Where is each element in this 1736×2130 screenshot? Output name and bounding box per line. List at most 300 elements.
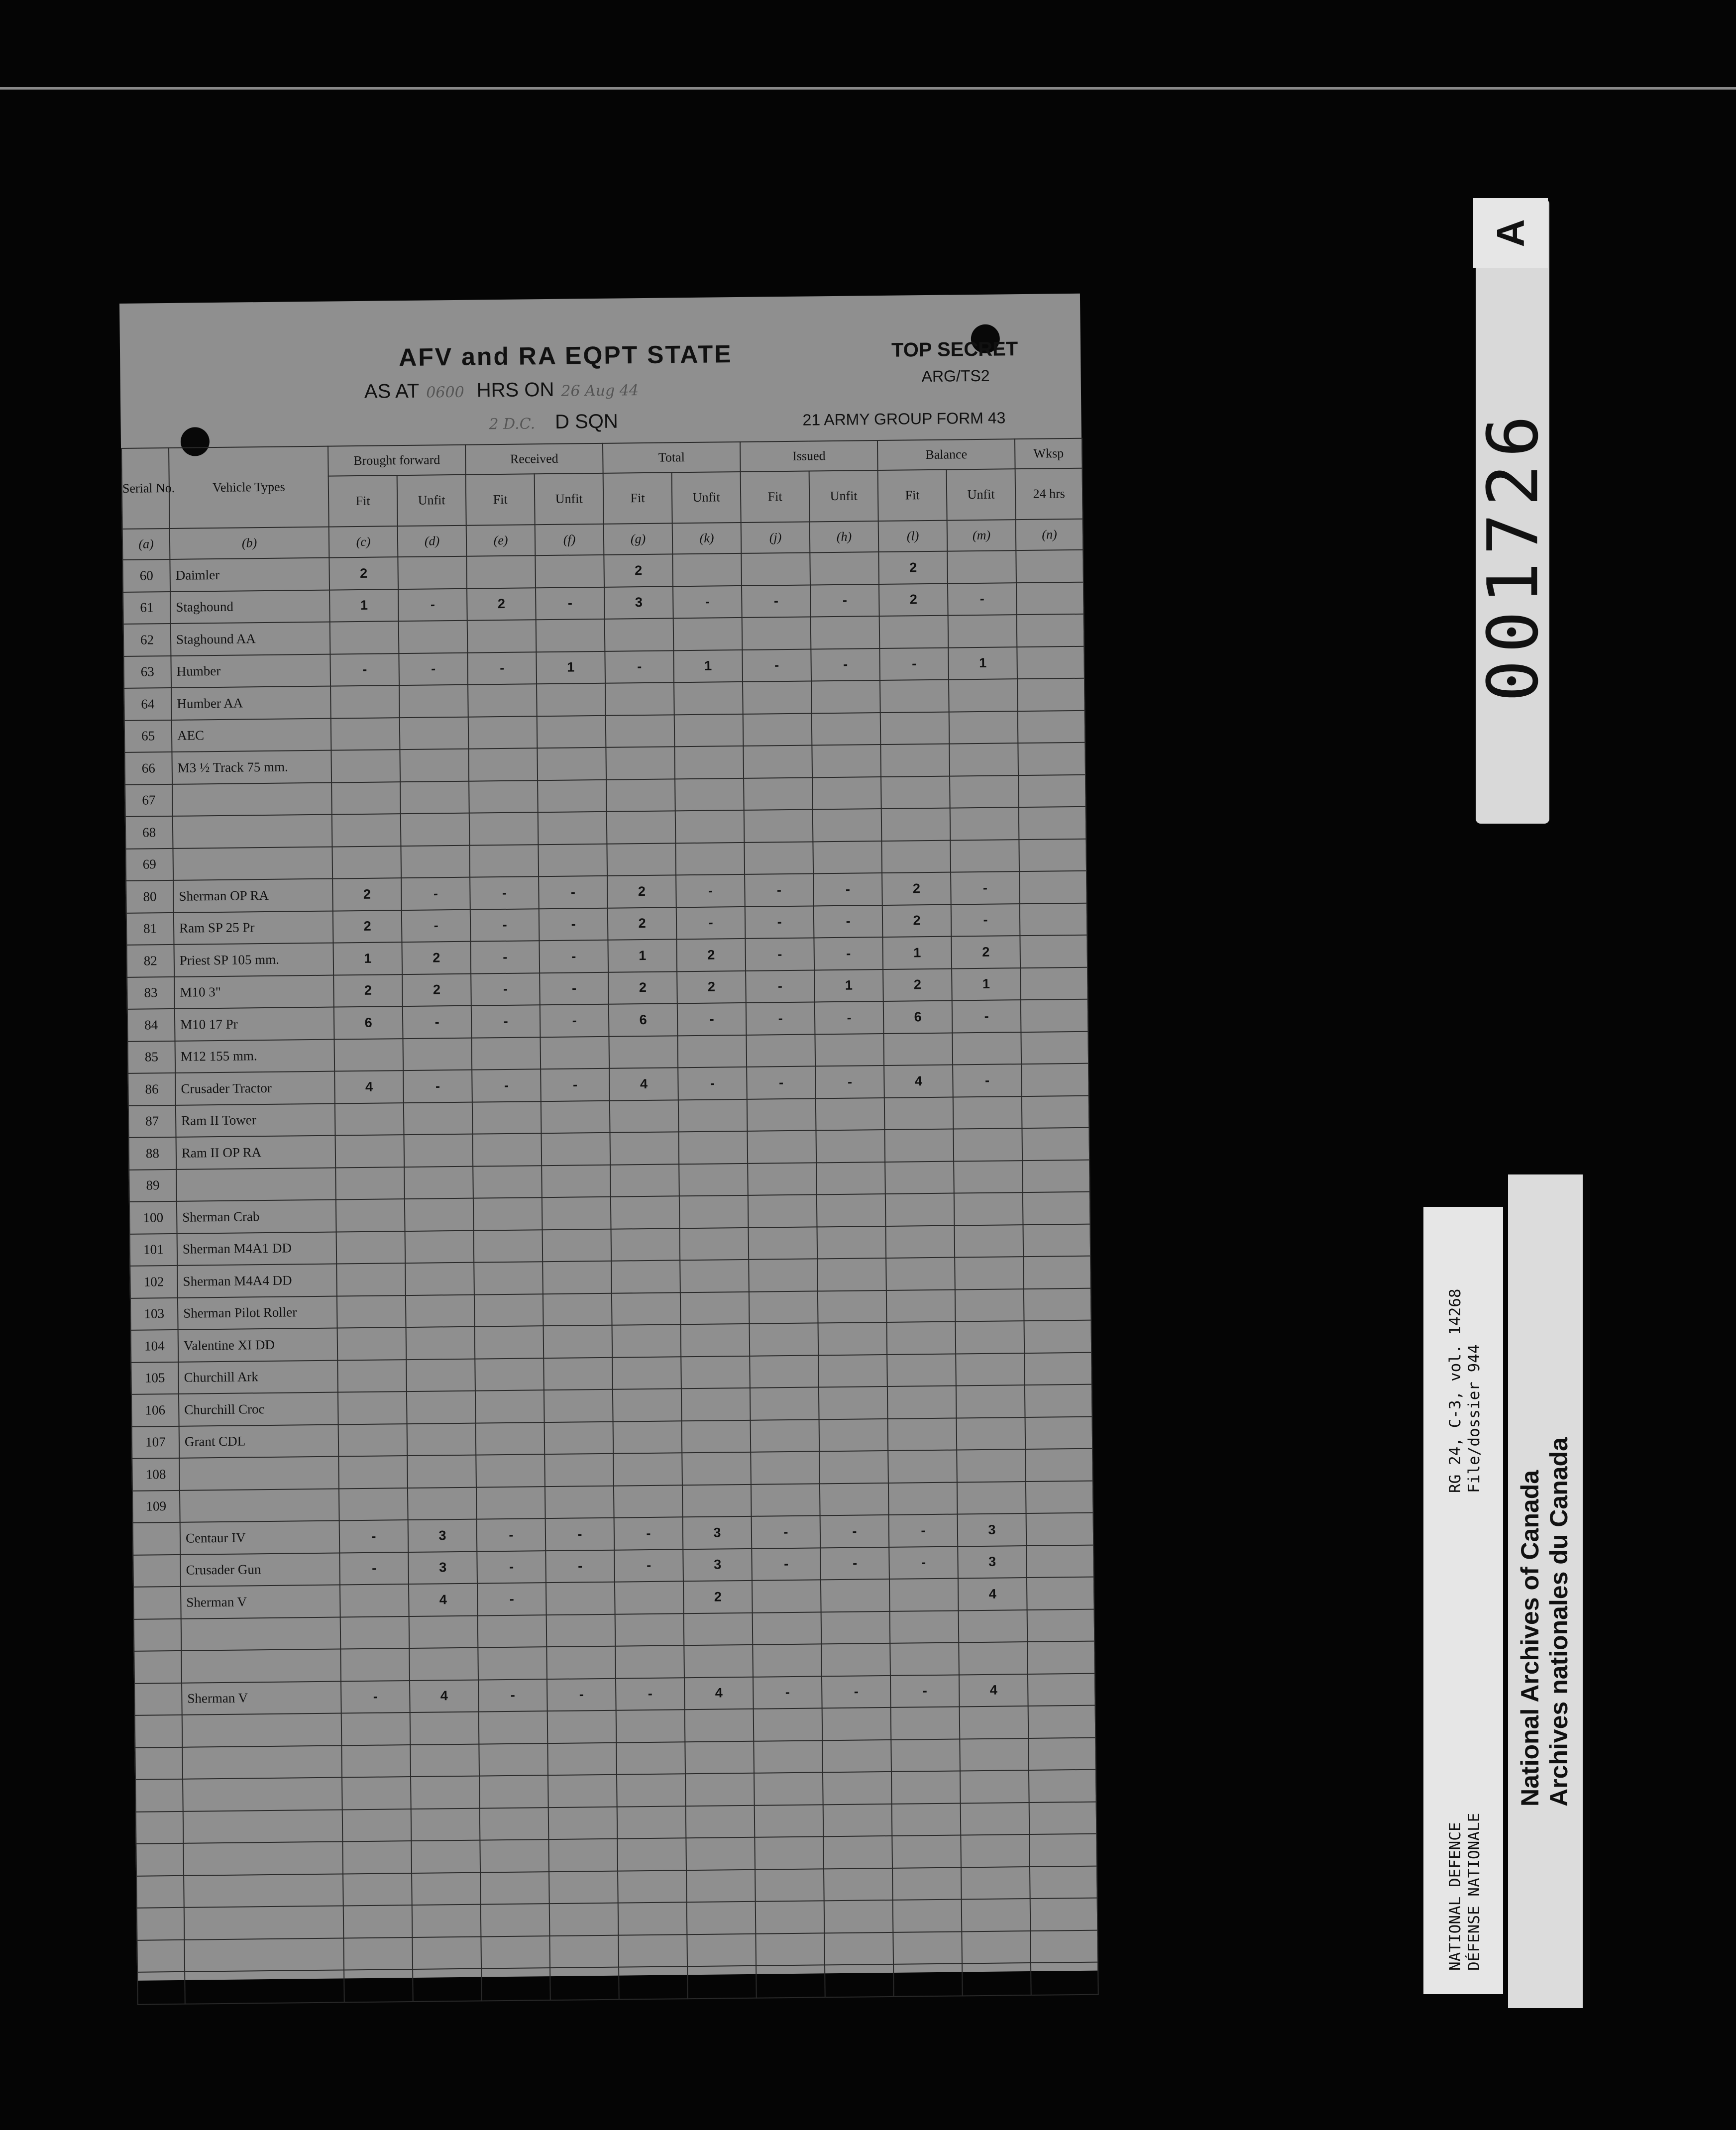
- value-cell: [331, 782, 401, 815]
- value-cell: -: [402, 909, 471, 942]
- value-cell: -: [953, 1064, 1022, 1097]
- value-cell: [615, 1613, 684, 1646]
- serial-cell: 109: [132, 1490, 180, 1522]
- value-cell: -: [889, 1546, 958, 1579]
- value-cell: [607, 811, 676, 844]
- value-cell: [893, 1963, 963, 1996]
- value-cell: [613, 1388, 682, 1421]
- value-cell: [1022, 1095, 1089, 1128]
- serial-cell: [134, 1618, 182, 1651]
- value-cell: [411, 1776, 480, 1809]
- vehicle-cell: Sherman V: [182, 1681, 341, 1715]
- value-cell: [613, 1453, 682, 1486]
- value-cell: [337, 1327, 407, 1360]
- value-cell: [342, 1841, 412, 1874]
- value-cell: [343, 1873, 412, 1906]
- value-cell: [538, 844, 607, 876]
- value-cell: [1023, 1224, 1091, 1257]
- value-cell: [607, 843, 676, 876]
- value-cell: [410, 1744, 479, 1777]
- value-cell: [686, 1837, 755, 1870]
- value-cell: [544, 1421, 614, 1454]
- vehicle-cell: AEC: [172, 718, 331, 752]
- value-cell: [611, 1228, 680, 1261]
- value-cell: -: [540, 972, 609, 1005]
- value-cell: [399, 621, 468, 653]
- value-cell: [949, 743, 1018, 776]
- value-cell: [404, 1102, 473, 1135]
- value-cell: [962, 1899, 1031, 1931]
- value-cell: [336, 1199, 405, 1232]
- value-cell: [334, 1039, 404, 1071]
- value-cell: -: [951, 904, 1020, 937]
- value-cell: [1021, 1031, 1088, 1064]
- value-cell: [474, 1294, 543, 1327]
- value-cell: -: [470, 876, 539, 909]
- stamp-letter-box: [1473, 198, 1548, 268]
- value-cell: [754, 1772, 823, 1805]
- value-cell: [1019, 871, 1087, 904]
- value-cell: [748, 1130, 817, 1163]
- value-cell: -: [742, 585, 811, 618]
- value-cell: [953, 1128, 1022, 1161]
- value-cell: [605, 682, 674, 715]
- value-cell: [677, 1035, 747, 1067]
- vehicle-cell: Staghound: [170, 590, 330, 624]
- value-cell: [881, 840, 951, 873]
- value-cell: [612, 1357, 681, 1389]
- value-cell: [606, 715, 675, 747]
- serial-cell: 104: [131, 1330, 179, 1362]
- value-cell: [812, 745, 881, 777]
- value-cell: [412, 1936, 481, 1969]
- value-cell: [619, 1966, 688, 1999]
- value-cell: [825, 1964, 894, 1997]
- value-cell: 2: [883, 968, 952, 1001]
- column-letter: (a): [122, 529, 170, 560]
- value-cell: [675, 842, 745, 875]
- serial-cell: [134, 1683, 182, 1715]
- serial-cell: 106: [131, 1394, 179, 1426]
- vehicle-cell: Ram II Tower: [176, 1103, 335, 1137]
- value-cell: -: [341, 1681, 410, 1713]
- value-cell: [546, 1646, 616, 1679]
- vehicle-cell: Valentine XI DD: [178, 1328, 338, 1362]
- value-cell: [960, 1770, 1029, 1803]
- value-cell: [810, 552, 879, 585]
- value-cell: [950, 840, 1019, 872]
- serial-cell: [135, 1747, 183, 1779]
- vehicle-cell: Crusader Tractor: [175, 1071, 335, 1105]
- column-letter: (g): [604, 523, 673, 554]
- value-cell: [335, 1167, 405, 1200]
- value-cell: [544, 1454, 614, 1487]
- value-cell: [754, 1708, 823, 1741]
- value-cell: -: [541, 1068, 610, 1101]
- vehicle-cell: [180, 1489, 339, 1522]
- value-cell: [543, 1325, 613, 1358]
- vehicle-cell: [173, 815, 332, 849]
- value-cell: -: [678, 1067, 747, 1100]
- value-cell: [962, 1931, 1031, 1964]
- value-cell: [1017, 614, 1085, 647]
- serial-cell: 87: [128, 1105, 176, 1137]
- value-cell: -: [815, 1065, 884, 1098]
- value-cell: [681, 1388, 751, 1421]
- value-cell: [751, 1451, 820, 1484]
- value-cell: [479, 1775, 548, 1808]
- value-cell: [476, 1454, 545, 1487]
- value-cell: [884, 1129, 954, 1162]
- value-cell: [612, 1324, 681, 1357]
- value-cell: [1017, 646, 1085, 679]
- value-cell: -: [614, 1517, 683, 1550]
- value-cell: [949, 679, 1018, 712]
- value-cell: 4: [958, 1578, 1027, 1610]
- value-cell: [1029, 1834, 1097, 1867]
- value-cell: [884, 1097, 954, 1130]
- value-cell: [812, 713, 881, 746]
- vehicle-cell: [179, 1457, 339, 1491]
- value-cell: 4: [409, 1584, 478, 1616]
- value-cell: 1: [333, 942, 402, 975]
- value-cell: [751, 1419, 820, 1452]
- value-cell: [343, 1905, 413, 1938]
- value-cell: [479, 1743, 548, 1776]
- value-cell: [409, 1615, 478, 1648]
- serial-cell: 61: [123, 591, 171, 624]
- value-cell: [813, 809, 882, 842]
- value-cell: [822, 1739, 891, 1772]
- value-cell: [893, 1931, 962, 1964]
- value-cell: [609, 1036, 678, 1068]
- column-letter: (e): [466, 525, 536, 556]
- value-cell: [748, 1163, 817, 1195]
- value-cell: [822, 1707, 891, 1740]
- value-cell: [400, 781, 469, 814]
- classification-label: TOP SECRET: [891, 338, 1018, 361]
- value-cell: [473, 1197, 542, 1230]
- value-cell: [891, 1706, 960, 1739]
- value-cell: [756, 1965, 825, 1998]
- value-cell: [885, 1161, 954, 1194]
- value-cell: [887, 1354, 956, 1386]
- value-cell: -: [813, 873, 882, 906]
- value-cell: -: [539, 940, 608, 973]
- value-cell: [892, 1867, 962, 1900]
- value-cell: [336, 1263, 406, 1296]
- serial-cell: [136, 1875, 184, 1908]
- value-cell: [675, 778, 744, 811]
- serial-cell: 62: [123, 624, 171, 656]
- value-cell: [888, 1418, 957, 1451]
- value-cell: [617, 1838, 686, 1871]
- value-cell: [679, 1131, 748, 1164]
- value-cell: [957, 1449, 1026, 1482]
- value-cell: [466, 555, 536, 588]
- value-cell: [952, 1032, 1021, 1065]
- vehicle-cell: [184, 1906, 344, 1939]
- value-cell: [886, 1289, 956, 1322]
- value-cell: [542, 1133, 611, 1166]
- value-cell: [399, 685, 468, 718]
- value-cell: 4: [334, 1070, 404, 1103]
- value-cell: [549, 1871, 618, 1904]
- value-cell: [743, 713, 812, 746]
- value-cell: [550, 1967, 619, 2000]
- value-cell: [331, 718, 400, 750]
- value-cell: [540, 1036, 609, 1069]
- defence-line-1: NATIONAL DEFENCE: [1446, 1822, 1464, 1971]
- as-at-line: [364, 378, 646, 403]
- value-cell: [537, 747, 606, 780]
- value-cell: [1028, 1737, 1096, 1770]
- value-cell: [1030, 1930, 1098, 1963]
- value-cell: [606, 746, 675, 779]
- value-cell: [538, 812, 607, 845]
- value-cell: [1023, 1256, 1091, 1289]
- value-cell: [331, 749, 400, 782]
- value-cell: [1022, 1128, 1089, 1161]
- value-cell: [880, 744, 950, 777]
- value-cell: [400, 717, 469, 749]
- value-cell: 1: [882, 937, 952, 969]
- sub-header: Fit: [741, 471, 810, 523]
- date-value: 26 Aug 44: [561, 382, 639, 400]
- value-cell: -: [889, 1514, 958, 1547]
- serial-cell: 84: [127, 1009, 175, 1041]
- value-cell: [749, 1259, 818, 1291]
- value-cell: [817, 1258, 886, 1291]
- archive-ref-line-1: RG 24, C-3, vol. 14268: [1446, 1288, 1464, 1493]
- sub-header: Unfit: [535, 473, 604, 525]
- value-cell: [1021, 999, 1088, 1032]
- column-letter: (k): [672, 523, 742, 554]
- value-cell: [684, 1612, 753, 1645]
- value-cell: [823, 1772, 892, 1805]
- value-cell: [686, 1869, 756, 1902]
- stamp-letter: A: [1488, 218, 1532, 247]
- value-cell: -: [951, 871, 1020, 904]
- value-cell: [890, 1610, 959, 1643]
- value-cell: -: [399, 652, 468, 685]
- value-cell: [332, 846, 401, 879]
- serial-cell: [134, 1651, 182, 1683]
- value-cell: [893, 1899, 962, 1932]
- value-cell: 2: [604, 554, 673, 587]
- value-cell: -: [403, 1006, 472, 1039]
- vehicle-cell: Churchill Croc: [179, 1392, 338, 1426]
- value-cell: [478, 1647, 547, 1680]
- value-cell: [474, 1262, 543, 1294]
- value-cell: [343, 1937, 413, 1970]
- value-cell: [687, 1933, 756, 1966]
- value-cell: [475, 1390, 544, 1423]
- as-at-label: AS AT: [364, 380, 420, 403]
- serial-cell: 100: [129, 1201, 177, 1234]
- value-cell: [1029, 1770, 1096, 1803]
- value-cell: [887, 1386, 957, 1419]
- value-cell: -: [471, 1005, 541, 1038]
- value-cell: [672, 553, 742, 586]
- serial-cell: [137, 1939, 185, 1972]
- value-cell: [339, 1488, 408, 1521]
- vehicle-cell: Centaur IV: [180, 1521, 340, 1555]
- value-cell: [955, 1289, 1024, 1322]
- value-cell: [472, 1101, 542, 1134]
- value-cell: -: [676, 906, 746, 939]
- value-cell: 6: [609, 1003, 678, 1036]
- value-cell: [813, 841, 882, 874]
- value-cell: [879, 616, 949, 648]
- vehicle-cell: M12 155 mm.: [175, 1039, 335, 1073]
- value-cell: [344, 1969, 413, 2002]
- value-cell: [820, 1483, 889, 1515]
- value-cell: 1: [329, 589, 399, 622]
- value-cell: -: [745, 906, 814, 939]
- value-cell: [545, 1486, 614, 1518]
- value-cell: [548, 1775, 617, 1808]
- value-cell: -: [677, 1003, 747, 1036]
- value-cell: [475, 1326, 544, 1359]
- value-cell: [538, 779, 607, 812]
- value-cell: [956, 1385, 1025, 1418]
- value-cell: [823, 1836, 892, 1869]
- vehicle-cell: Staghound AA: [171, 622, 330, 656]
- value-cell: -: [746, 970, 815, 1003]
- value-cell: [407, 1455, 476, 1488]
- value-cell: [756, 1933, 825, 1966]
- value-cell: [685, 1709, 754, 1742]
- value-cell: [755, 1836, 824, 1869]
- value-cell: [892, 1835, 961, 1868]
- value-cell: -: [747, 1066, 816, 1099]
- value-cell: -: [752, 1515, 821, 1548]
- value-cell: [542, 1165, 611, 1197]
- value-cell: -: [477, 1551, 546, 1584]
- serial-cell: [133, 1522, 181, 1555]
- value-cell: [685, 1773, 755, 1806]
- vehicle-cell: Sherman Crab: [177, 1200, 336, 1234]
- value-cell: [674, 714, 744, 746]
- value-cell: [687, 1966, 757, 1999]
- value-cell: [549, 1903, 619, 1936]
- value-cell: -: [467, 652, 537, 685]
- value-cell: [547, 1742, 617, 1775]
- value-cell: 1: [608, 939, 677, 972]
- value-cell: 1: [952, 968, 1021, 1001]
- value-cell: [954, 1161, 1023, 1193]
- group-header: Wksp: [1015, 438, 1083, 469]
- value-cell: 2: [467, 588, 536, 621]
- value-cell: [824, 1868, 893, 1901]
- serial-cell: [136, 1843, 184, 1876]
- sub-header: Fit: [603, 472, 672, 524]
- value-cell: [753, 1612, 822, 1645]
- archive-name-fr: Archives nationales du Canada: [1545, 1437, 1573, 1807]
- serial-cell: [137, 1908, 185, 1940]
- group-header: Balance: [877, 439, 1015, 470]
- serial-cell: 65: [124, 720, 172, 752]
- serial-header: Serial No.: [121, 448, 170, 529]
- value-cell: 2: [882, 872, 951, 905]
- value-cell: [536, 619, 605, 652]
- value-cell: [674, 746, 744, 779]
- column-letter: (b): [170, 527, 329, 559]
- value-cell: [1019, 807, 1086, 840]
- value-cell: [473, 1133, 542, 1166]
- value-cell: [340, 1616, 410, 1649]
- defence-line-2: DÉFENSE NATIONALE: [1465, 1812, 1483, 1971]
- value-cell: [404, 1166, 473, 1199]
- value-cell: [615, 1581, 684, 1614]
- value-cell: 2: [879, 583, 948, 616]
- serial-cell: 68: [125, 816, 173, 849]
- value-cell: [681, 1324, 750, 1357]
- vehicle-cell: [176, 1168, 336, 1201]
- value-cell: [746, 1034, 815, 1067]
- column-letter: (l): [878, 521, 948, 552]
- stamp-number: 001726: [1473, 408, 1554, 702]
- serial-cell: 85: [128, 1041, 176, 1073]
- serial-cell: [133, 1554, 181, 1587]
- value-cell: [948, 615, 1017, 647]
- value-cell: -: [539, 908, 608, 941]
- value-cell: [407, 1423, 476, 1456]
- value-cell: [611, 1260, 680, 1293]
- vehicle-cell: Ram SP 25 Pr: [174, 911, 333, 945]
- value-cell: -: [403, 1070, 472, 1103]
- value-cell: [961, 1803, 1030, 1835]
- value-cell: [755, 1805, 824, 1837]
- vehicle-cell: Sherman M4A1 DD: [177, 1232, 337, 1266]
- value-cell: [341, 1712, 411, 1745]
- serial-cell: 63: [123, 655, 171, 688]
- value-cell: [541, 1100, 610, 1133]
- value-cell: [682, 1420, 751, 1453]
- value-cell: [1031, 1962, 1098, 1995]
- vehicle-cell: [183, 1777, 342, 1811]
- value-cell: [881, 776, 950, 809]
- value-cell: [686, 1805, 755, 1838]
- value-cell: [405, 1230, 474, 1263]
- vehicle-cell: [183, 1810, 343, 1843]
- value-cell: [885, 1193, 955, 1226]
- value-cell: [468, 684, 537, 717]
- value-cell: [616, 1742, 685, 1775]
- value-cell: [1029, 1802, 1097, 1834]
- value-cell: [678, 1099, 748, 1132]
- vehicle-cell: M10 17 Pr: [175, 1007, 334, 1041]
- value-cell: [889, 1578, 959, 1611]
- value-cell: [818, 1290, 887, 1323]
- serial-cell: 102: [130, 1266, 178, 1298]
- value-cell: 2: [333, 910, 402, 943]
- value-cell: [342, 1809, 412, 1842]
- value-cell: [1018, 710, 1085, 743]
- value-cell: [410, 1712, 479, 1745]
- value-cell: [340, 1584, 409, 1617]
- value-cell: -: [470, 941, 540, 973]
- value-cell: [881, 808, 951, 841]
- value-cell: -: [330, 653, 399, 686]
- value-cell: [1028, 1673, 1095, 1706]
- value-cell: -: [879, 647, 949, 680]
- value-cell: [674, 682, 743, 715]
- value-cell: [959, 1610, 1028, 1643]
- value-cell: [546, 1614, 616, 1647]
- value-cell: [1020, 935, 1087, 968]
